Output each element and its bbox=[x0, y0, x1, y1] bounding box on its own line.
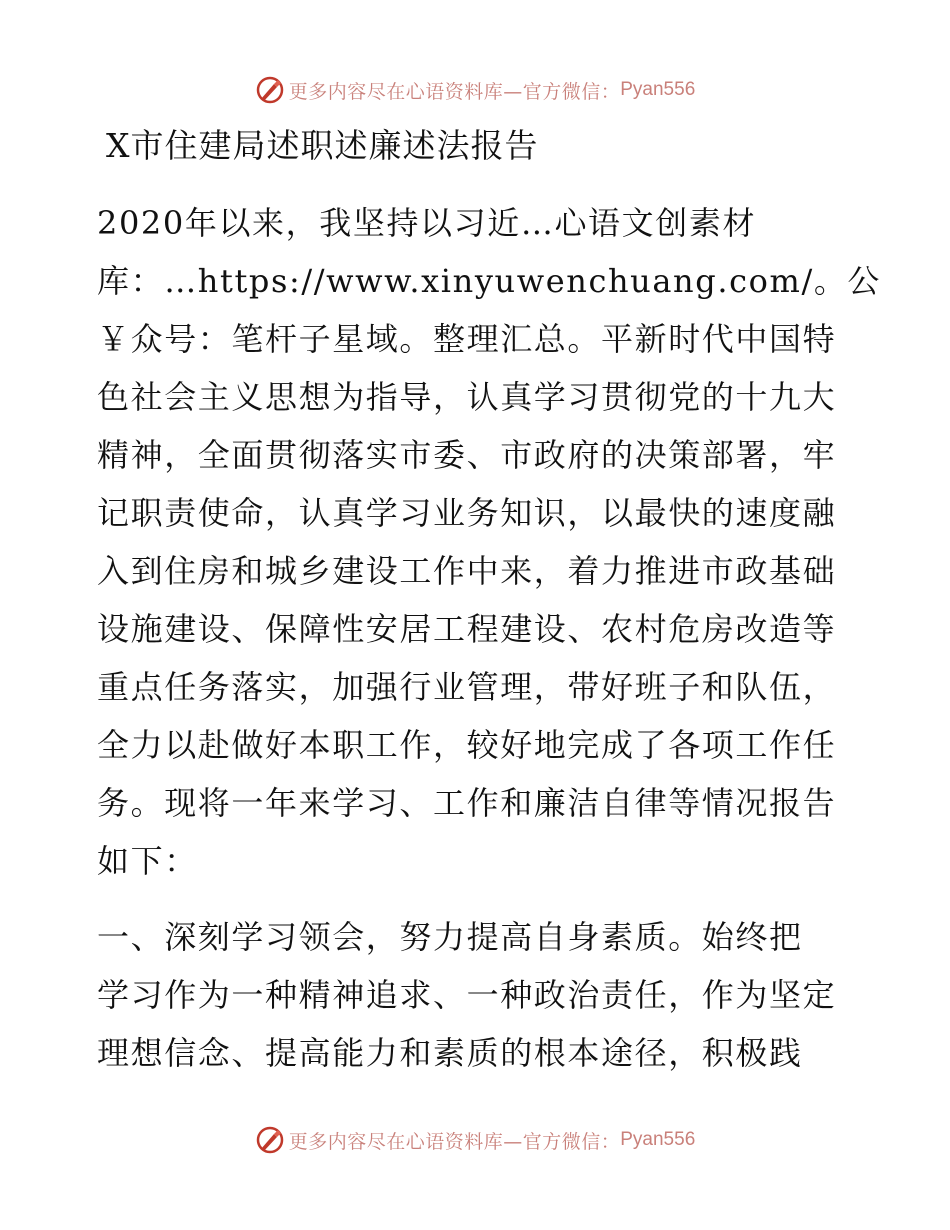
header-watermark-banner bbox=[0, 70, 950, 110]
text-line: ￥众号：笔杆子星域。整理汇总。平新时代中国特 bbox=[97, 320, 837, 358]
text-line: 库：…https://www.xinyuwenchuang.com/。公 bbox=[97, 262, 882, 300]
banner-wechat-id: Pyan556 bbox=[620, 79, 696, 100]
text-line: 设施建设、保障性安居工程建设、农村危房改造等 bbox=[97, 610, 837, 648]
body-paragraph-2 bbox=[97, 908, 857, 1082]
body-paragraph-1 bbox=[97, 194, 882, 890]
text-line: 务。现将一年来学习、工作和廉洁自律等情况报告 bbox=[97, 784, 837, 822]
banner-text: 更多内容尽在心语资料库—官方微信： bbox=[288, 80, 621, 103]
pen-logo-icon bbox=[255, 75, 285, 105]
text-line: 记职责使命，认真学习业务知识，以最快的速度融 bbox=[97, 494, 837, 532]
text-line: 入到住房和城乡建设工作中来，着力推进市政基础 bbox=[97, 552, 837, 590]
text-line: 2020年以来，我坚持以习近…心语文创素材 bbox=[97, 204, 757, 242]
text-line: 学习作为一种精神追求、一种政治责任，作为坚定 bbox=[97, 976, 837, 1014]
text-line: 全力以赴做好本职工作，较好地完成了各项工作任 bbox=[97, 726, 837, 764]
banner-wechat-id: Pyan556 bbox=[620, 1129, 696, 1150]
text-line: 一、深刻学习领会，努力提高自身素质。始终把 bbox=[97, 918, 803, 956]
text-line: 精神，全面贯彻落实市委、市政府的决策部署，牢 bbox=[97, 436, 837, 474]
footer-watermark-banner bbox=[0, 1120, 950, 1160]
document-title: X市住建局述职述廉述法报告 bbox=[106, 126, 539, 165]
text-line: 重点任务落实，加强行业管理，带好班子和队伍， bbox=[97, 668, 837, 706]
text-line: 理想信念、提高能力和素质的根本途径，积极践 bbox=[97, 1034, 803, 1072]
banner-text: 更多内容尽在心语资料库—官方微信： bbox=[288, 1130, 621, 1153]
text-line: 如下： bbox=[97, 842, 198, 880]
text-line: 色社会主义思想为指导，认真学习贯彻党的十九大 bbox=[97, 378, 837, 416]
pen-logo-icon bbox=[255, 1125, 285, 1155]
